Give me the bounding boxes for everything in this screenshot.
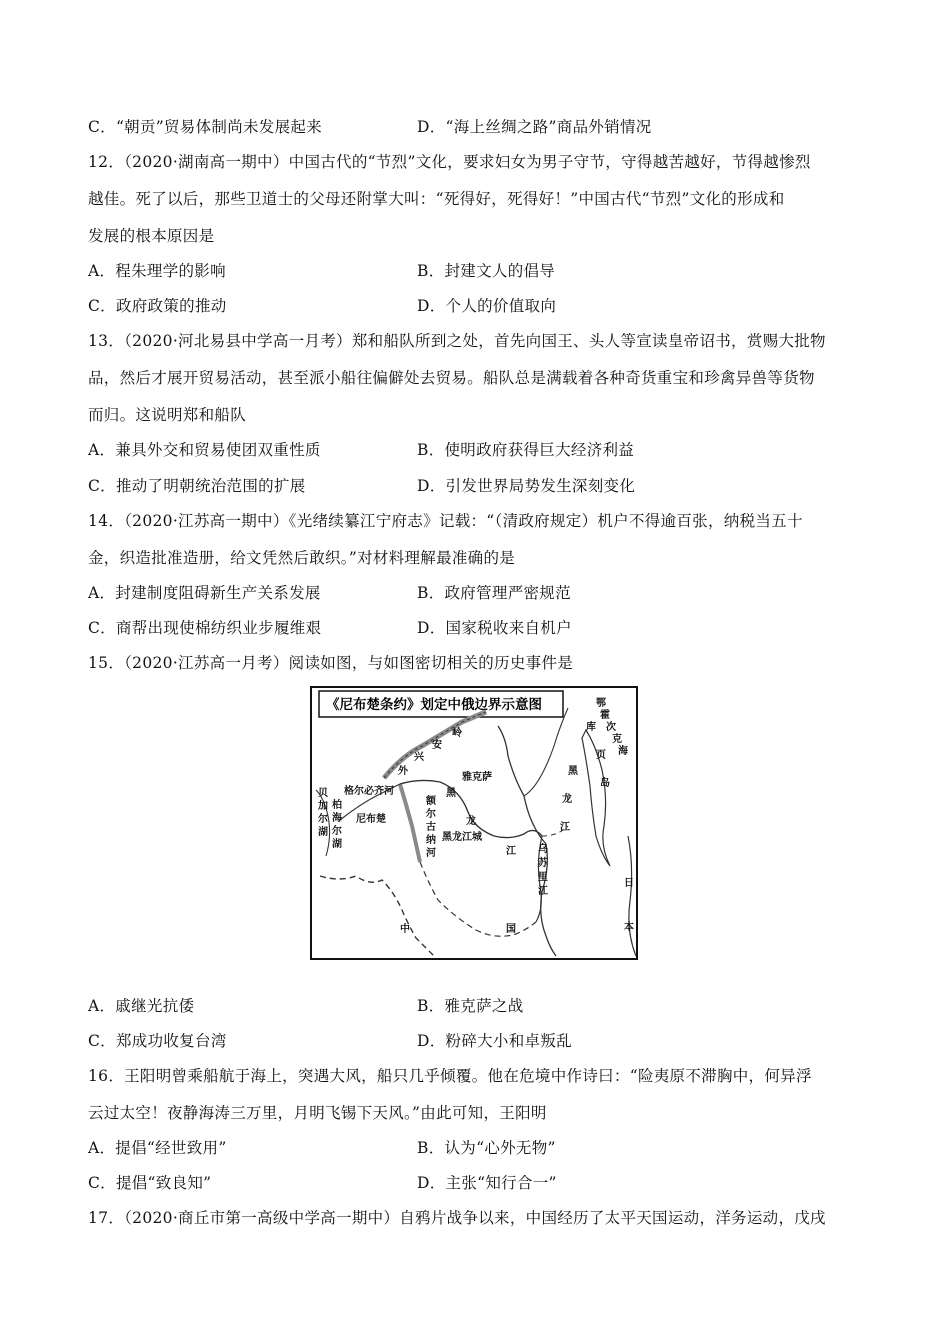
svg-text:古: 古 — [426, 822, 436, 833]
svg-text:鄂: 鄂 — [596, 698, 606, 709]
q16-stem-line2: 云过太空！夜静海涛三万里，月明飞锡下天风。”由此可知，王阳明 — [88, 1104, 547, 1122]
svg-text:霍: 霍 — [600, 710, 610, 721]
svg-text:龙: 龙 — [562, 794, 572, 805]
q16-option-c: C．提倡“致良知” — [88, 1174, 212, 1192]
svg-text:库: 库 — [586, 722, 596, 733]
label-jiang: 江 — [506, 846, 516, 857]
map-title: 《尼布楚条约》划定中俄边界示意图 — [326, 697, 542, 713]
svg-text:海: 海 — [332, 813, 342, 824]
svg-text:尔: 尔 — [332, 826, 342, 837]
q16-option-b: B．认为“心外无物” — [417, 1139, 556, 1157]
label-zhong: 中 — [400, 924, 410, 935]
q12-stem-line3: 发展的根本原因是 — [88, 227, 215, 245]
label-heilongcheng: 黑龙江城 — [442, 832, 482, 843]
svg-text:苏: 苏 — [538, 858, 548, 869]
svg-text:额: 额 — [426, 796, 436, 807]
label-long: 龙 — [466, 816, 476, 827]
svg-text:湖: 湖 — [332, 839, 342, 850]
q14-option-a: A．封建制度阻碍新生产关系发展 — [88, 584, 321, 602]
svg-text:海: 海 — [618, 746, 628, 757]
svg-text:柏: 柏 — [332, 800, 342, 811]
svg-text:纳: 纳 — [426, 835, 436, 846]
nerchinsk-treaty-map — [310, 686, 638, 960]
q15-option-d: D．粉碎大小和卓叛乱 — [417, 1032, 572, 1050]
svg-text:加: 加 — [318, 801, 328, 812]
q17-stem-line1: 17．（2020·商丘市第一高级中学高一期中）自鸦片战争以来，中国经历了太平天国运动，洋务运动，戊戌 — [88, 1209, 826, 1227]
svg-text:黑: 黑 — [568, 766, 578, 777]
q14-option-b: B．政府管理严密规范 — [417, 584, 571, 602]
q13-stem-line2: 品，然后才展开贸易活动，甚至派小船往偏僻处去贸易。船队总是满载着各种奇货重宝和珍禽异兽等货物 — [88, 369, 815, 387]
svg-text:安: 安 — [432, 740, 442, 751]
svg-text:江: 江 — [538, 886, 548, 897]
q16-option-a: A．提倡“经世致用” — [88, 1139, 227, 1157]
q15-option-c: C．郑成功收复台湾 — [88, 1032, 227, 1050]
svg-text:湖: 湖 — [318, 827, 328, 838]
label-erguna-river — [425, 794, 437, 859]
q16-stem-line1: 16．王阳明曾乘船航于海上，突遇大风，船只几乎倾覆。他在危境中作诗曰：“险夷原不滞胸中，何异浮 — [88, 1067, 812, 1085]
svg-text:乌: 乌 — [538, 844, 548, 855]
svg-text:本: 本 — [624, 922, 634, 933]
q14-option-d: D．国家税收来自机户 — [417, 619, 572, 637]
q13-stem-line1: 13．（2020·河北易县中学高一月考）郑和船队所到之处，首先向国王、头人等宣读皇帝诏书，赏赐大批物 — [88, 332, 826, 350]
q13-stem-line3: 而归。这说明郑和船队 — [88, 406, 247, 424]
svg-text:河: 河 — [426, 848, 436, 859]
q12-option-c: C．政府政策的推动 — [88, 297, 227, 315]
q12-stem-line1: 12．（2020·湖南高一期中）中国古代的“节烈”文化，要求妇女为男子守节，守得越苦越好，节得越惨烈 — [88, 153, 811, 171]
svg-text:克: 克 — [612, 734, 622, 745]
label-hei: 黑 — [446, 788, 456, 799]
svg-text:外: 外 — [398, 766, 408, 777]
label-guo: 国 — [506, 924, 516, 935]
q15-option-b: B．雅克萨之战 — [417, 997, 524, 1015]
svg-text:尔: 尔 — [426, 809, 436, 820]
q12-option-b: B．封建文人的倡导 — [417, 262, 556, 280]
svg-text:页: 页 — [596, 750, 606, 761]
q13-option-c: C．推动了明朝统治范围的扩展 — [88, 477, 306, 495]
q14-option-c: C．商帮出现使棉纺织业步履维艰 — [88, 619, 322, 637]
q12-stem-line2: 越佳。死了以后，那些卫道士的父母还附掌大叫：“死得好，死得好！”中国古代“节烈”文化的形成和 — [88, 190, 785, 208]
q13-option-b: B．使明政府获得巨大经济利益 — [417, 441, 635, 459]
q12-option-a: A．程朱理学的影响 — [88, 262, 226, 280]
q11-option-d: D．“海上丝绸之路”商品外销情况 — [417, 118, 652, 136]
svg-text:兴: 兴 — [414, 752, 424, 763]
svg-text:江: 江 — [560, 822, 570, 833]
label-gerbichi-river: 格尔必齐河 — [344, 786, 394, 797]
q14-stem-line2: 金，织造批准造册，给文凭然后敢织。”对材料理解最准确的是 — [88, 549, 516, 567]
svg-text:岛: 岛 — [600, 778, 610, 789]
q13-option-d: D．引发世界局势发生深刻变化 — [417, 477, 636, 495]
svg-text:贝: 贝 — [318, 788, 328, 799]
svg-text:日: 日 — [624, 878, 634, 889]
svg-text:尔: 尔 — [318, 814, 328, 825]
q13-option-a: A．兼具外交和贸易使团双重性质 — [88, 441, 321, 459]
q15-stem-line1: 15．（2020·江苏高一月考）阅读如图，与如图密切相关的历史事件是 — [88, 654, 574, 672]
q14-stem-line1: 14．（2020·江苏高一期中）《光绪续纂江宁府志》记载：“（清政府规定）机户不得逾百张，纳税当五十 — [88, 512, 803, 530]
q12-option-d: D．个人的价值取向 — [417, 297, 557, 315]
label-yakesa: 雅克萨 — [462, 772, 492, 783]
svg-text:岭: 岭 — [452, 728, 462, 739]
svg-text:里: 里 — [538, 872, 548, 883]
q11-option-c: C．“朝贡”贸易体制尚未发展起来 — [88, 118, 323, 136]
q15-option-a: A．戚继光抗倭 — [88, 997, 195, 1015]
svg-text:次: 次 — [606, 722, 616, 733]
label-nibuchu: 尼布楚 — [356, 814, 386, 825]
q16-option-d: D．主张“知行合一” — [417, 1174, 557, 1192]
